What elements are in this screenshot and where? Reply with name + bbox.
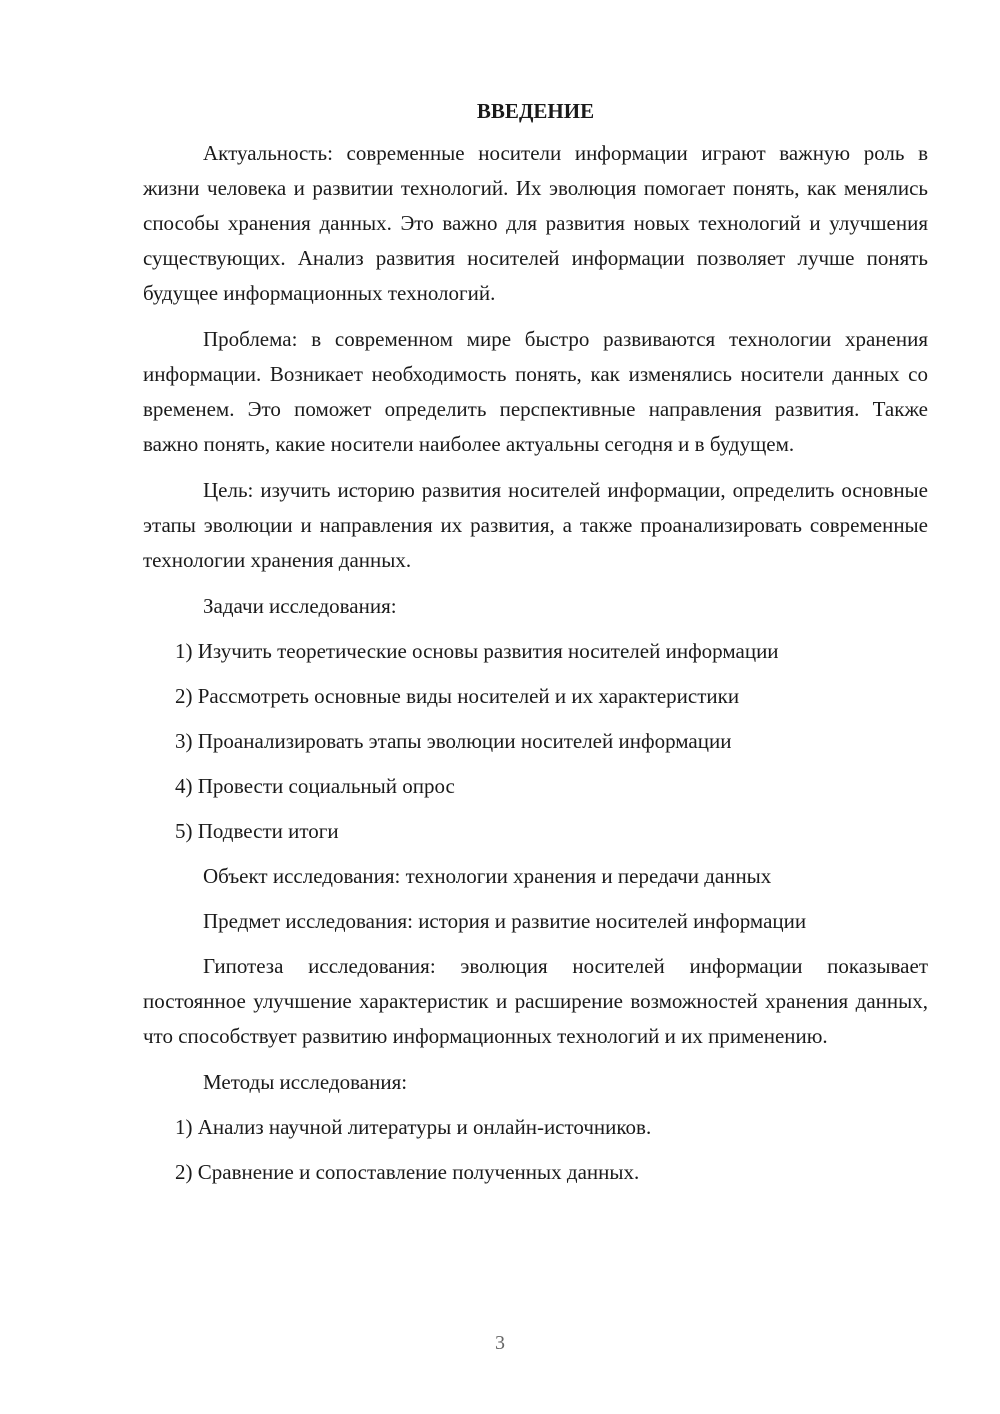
list-item: 2) Рассмотреть основные виды носителей и их характеристики xyxy=(175,684,740,708)
problem-paragraph: Проблема: в современном мире быстро развиваются технологии хранения информации. Возникает необходимость понять, как изменялись носители данных со временем. Это поможет определить перспективные направления развития. Также важно понять, какие носители наиболее актуальны сегодня и в будущем. xyxy=(143,327,928,456)
methods-heading: Методы исследования: xyxy=(203,1070,408,1094)
page-content xyxy=(143,96,928,1200)
list-item: 4) Провести социальный опрос xyxy=(175,774,455,798)
section-title: ВВЕДЕНИЕ xyxy=(476,99,595,123)
list-item: 1) Анализ научной литературы и онлайн-источников. xyxy=(175,1115,652,1139)
methods-list xyxy=(143,1110,928,1190)
goal-paragraph: Цель: изучить историю развития носителей информации, определить основные этапы эволюции и направления их развития, а также проанализировать современные технологии хранения данных. xyxy=(143,478,928,572)
list-item: 2) Сравнение и сопоставление полученных данных. xyxy=(175,1160,640,1184)
object-line: Объект исследования: технологии хранения и передачи данных xyxy=(203,864,772,888)
subject-line: Предмет исследования: история и развитие носителей информации xyxy=(203,909,807,933)
list-item: 1) Изучить теоретические основы развития носителей информации xyxy=(175,639,779,663)
tasks-heading: Задачи исследования: xyxy=(203,594,397,618)
relevance-paragraph: Актуальность: современные носители информации играют важную роль в жизни человека и развитии технологий. Их эволюция помогает понять, как менялись способы хранения данных. Это важно для развития новых технологий и улучшения существующих. Анализ развития носителей информации позволяет лучше понять будущее информационных технологий. xyxy=(143,141,928,305)
list-item: 5) Подвести итоги xyxy=(175,819,339,843)
hypothesis-paragraph: Гипотеза исследования: эволюция носителей информации показывает постоянное улучшение характеристик и расширение возможностей хранения данных, что способствует развитию информационных технологий и их применению. xyxy=(143,954,928,1048)
tasks-list xyxy=(143,634,928,849)
list-item: 3) Проанализировать этапы эволюции носителей информации xyxy=(175,729,732,753)
page-number: 3 xyxy=(495,1332,505,1354)
